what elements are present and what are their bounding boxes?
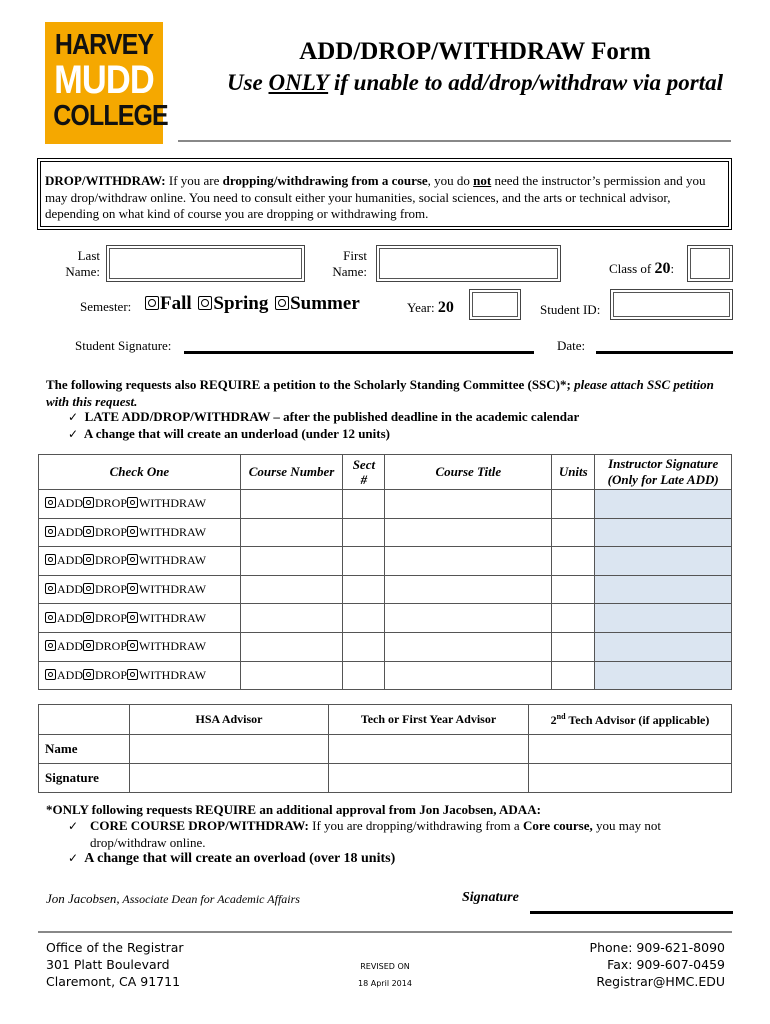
last-name-field[interactable] xyxy=(106,245,305,282)
units-cell[interactable] xyxy=(552,575,595,604)
hsa-advisor-name-cell[interactable] xyxy=(130,735,329,764)
drop-checkbox[interactable] xyxy=(83,554,94,565)
petition-item-late: ✓ LATE ADD/DROP/WITHDRAW – after the published deadline in the academic calendar xyxy=(68,409,580,424)
course-title-cell[interactable] xyxy=(385,661,552,690)
add-option-label: ADD xyxy=(57,639,83,654)
tech-advisor-header: Tech or First Year Advisor xyxy=(329,705,529,735)
first-name-field[interactable] xyxy=(376,245,561,282)
course-table-body xyxy=(39,490,732,690)
check-one-cell xyxy=(39,490,241,519)
withdraw-checkbox[interactable] xyxy=(127,526,138,537)
first-name-label: First Name: xyxy=(332,248,367,279)
add-option-label: ADD xyxy=(57,553,83,568)
student-id-label: Student ID: xyxy=(540,302,601,317)
withdraw-checkbox[interactable] xyxy=(127,554,138,565)
second-tech-advisor-header: 2nd Tech Advisor (if applicable) xyxy=(529,705,732,735)
second-tech-advisor-signature-cell[interactable] xyxy=(529,764,732,793)
add-option-label: ADD xyxy=(57,524,83,539)
sect-cell[interactable] xyxy=(343,604,385,633)
adaa-item-core: ✓ CORE COURSE DROP/WITHDRAW: If you are dropping/withdrawing from a Core course, you may not drop/withdraw online. xyxy=(68,818,661,850)
drop-option-label: DROP xyxy=(95,667,128,682)
course-row xyxy=(39,661,732,690)
course-table xyxy=(38,454,732,690)
advisor-table xyxy=(38,704,732,793)
logo-line-1: HARVEY xyxy=(54,29,154,61)
year-field[interactable] xyxy=(469,289,521,320)
col-check-one: Check One xyxy=(39,455,241,490)
add-checkbox[interactable] xyxy=(45,554,56,565)
semester-label: Semester: xyxy=(80,299,132,314)
withdraw-option-label: WITHDRAW xyxy=(139,553,207,568)
units-cell[interactable] xyxy=(552,604,595,633)
instructor-signature-cell[interactable] xyxy=(595,490,732,519)
add-option-label: ADD xyxy=(57,582,83,597)
registrar-contact: Phone: 909-621-8090 Fax: 909-607-0459 Registrar@HMC.EDU xyxy=(589,940,725,989)
drop-option-label: DROP xyxy=(95,582,128,597)
course-title-cell[interactable] xyxy=(385,604,552,633)
dean-signature-line[interactable] xyxy=(530,911,733,914)
instructor-signature-cell[interactable] xyxy=(595,604,732,633)
check-one-cell xyxy=(39,604,241,633)
year-label: Year: 20 xyxy=(407,299,454,316)
spring-checkbox[interactable] xyxy=(198,296,212,310)
col-course-title: Course Title xyxy=(385,455,552,490)
student-signature-label: Student Signature: xyxy=(75,338,172,353)
drop-option-label: DROP xyxy=(95,610,128,625)
units-cell[interactable] xyxy=(552,490,595,519)
sect-cell[interactable] xyxy=(343,575,385,604)
drop-option-label: DROP xyxy=(95,496,128,511)
add-checkbox[interactable] xyxy=(45,583,56,594)
student-signature-line[interactable] xyxy=(184,351,534,354)
drop-checkbox[interactable] xyxy=(83,669,94,680)
check-one-cell xyxy=(39,518,241,547)
drop-option-label: DROP xyxy=(95,524,128,539)
withdraw-checkbox[interactable] xyxy=(127,612,138,623)
course-number-cell[interactable] xyxy=(240,518,342,547)
course-row xyxy=(39,547,732,576)
check-one-cell xyxy=(39,632,241,661)
course-number-cell[interactable] xyxy=(240,490,342,519)
drop-checkbox[interactable] xyxy=(83,526,94,537)
course-title-cell[interactable] xyxy=(385,632,552,661)
units-cell[interactable] xyxy=(552,518,595,547)
withdraw-checkbox[interactable] xyxy=(127,497,138,508)
adaa-item-overload: ✓ A change that will create an overload (over 18 units) xyxy=(68,851,396,866)
fall-checkbox[interactable] xyxy=(145,296,159,310)
drop-withdraw-notice: DROP/WITHDRAW: If you are dropping/withdrawing from a course, you do not need the instructor’s permission and you may drop/withdraw online. You need to consult either your humanities, social sciences, and the arts or technical advisor, depending on what kind of course you are dropping or withdrawing from. xyxy=(37,158,732,230)
sect-cell[interactable] xyxy=(343,547,385,576)
course-number-cell[interactable] xyxy=(240,575,342,604)
withdraw-option-label: WITHDRAW xyxy=(139,639,207,654)
sect-cell[interactable] xyxy=(343,661,385,690)
course-title-cell[interactable] xyxy=(385,490,552,519)
course-row xyxy=(39,632,732,661)
sect-cell[interactable] xyxy=(343,490,385,519)
course-row xyxy=(39,518,732,547)
hsa-advisor-signature-cell[interactable] xyxy=(130,764,329,793)
check-mark-icon: ✓ xyxy=(68,819,79,833)
class-of-label: Class of 20: xyxy=(609,260,675,277)
units-cell[interactable] xyxy=(552,547,595,576)
footer-rule xyxy=(38,931,732,933)
withdraw-checkbox[interactable] xyxy=(127,640,138,651)
course-title-cell[interactable] xyxy=(385,575,552,604)
instructor-signature-cell[interactable] xyxy=(595,547,732,576)
course-title-cell[interactable] xyxy=(385,547,552,576)
dean-name: Jon Jacobsen, Associate Dean for Academic Affairs xyxy=(46,891,300,906)
col-units: Units xyxy=(552,455,595,490)
instructor-signature-cell[interactable] xyxy=(595,518,732,547)
last-name-label: Last Name: xyxy=(65,248,100,279)
check-mark-icon: ✓ xyxy=(68,410,79,424)
dean-signature-label: Signature xyxy=(462,890,519,905)
course-title-cell[interactable] xyxy=(385,518,552,547)
drop-checkbox[interactable] xyxy=(83,497,94,508)
course-row xyxy=(39,604,732,633)
course-row xyxy=(39,575,732,604)
header-rule xyxy=(178,140,731,142)
add-checkbox[interactable] xyxy=(45,612,56,623)
instructor-signature-cell[interactable] xyxy=(595,575,732,604)
drop-option-label: DROP xyxy=(95,639,128,654)
logo-line-3: COLLEGE xyxy=(53,100,168,132)
check-mark-icon: ✓ xyxy=(68,427,79,441)
col-instructor-signature: Instructor Signature (Only for Late ADD) xyxy=(595,455,732,490)
withdraw-option-label: WITHDRAW xyxy=(139,582,207,597)
course-number-cell[interactable] xyxy=(240,547,342,576)
tech-advisor-name-cell[interactable] xyxy=(329,735,529,764)
instructor-signature-cell[interactable] xyxy=(595,661,732,690)
drop-checkbox[interactable] xyxy=(83,612,94,623)
class-year-field[interactable] xyxy=(687,245,733,282)
drop-checkbox[interactable] xyxy=(83,583,94,594)
withdraw-checkbox[interactable] xyxy=(127,669,138,680)
semester-options: Fall Spring Summer xyxy=(145,293,360,315)
course-table-header xyxy=(39,455,732,490)
add-checkbox[interactable] xyxy=(45,526,56,537)
student-id-field[interactable] xyxy=(610,289,733,320)
sect-cell[interactable] xyxy=(343,518,385,547)
advisor-signature-row xyxy=(39,764,732,793)
add-option-label: ADD xyxy=(57,610,83,625)
course-number-cell[interactable] xyxy=(240,661,342,690)
col-sect: Sect # xyxy=(343,455,385,490)
advisor-header-row xyxy=(39,705,732,735)
second-tech-advisor-name-cell[interactable] xyxy=(529,735,732,764)
units-cell[interactable] xyxy=(552,632,595,661)
check-mark-icon: ✓ xyxy=(68,851,79,865)
signature-row-label: Signature xyxy=(39,764,130,793)
course-row xyxy=(39,490,732,519)
instructor-signature-cell[interactable] xyxy=(595,632,732,661)
petition-item-underload: ✓ A change that will create an underload (under 12 units) xyxy=(68,426,390,441)
drop-checkbox[interactable] xyxy=(83,640,94,651)
add-checkbox[interactable] xyxy=(45,669,56,680)
course-number-cell[interactable] xyxy=(240,604,342,633)
adaa-heading: *ONLY following requests REQUIRE an additional approval from Jon Jacobsen, ADAA: xyxy=(46,802,541,817)
check-one-cell xyxy=(39,575,241,604)
withdraw-option-label: WITHDRAW xyxy=(139,610,207,625)
name-row-label: Name xyxy=(39,735,130,764)
form-title: ADD/DROP/WITHDRAW Form xyxy=(299,38,651,65)
withdraw-option-label: WITHDRAW xyxy=(139,667,207,682)
check-one-cell xyxy=(39,547,241,576)
summer-checkbox[interactable] xyxy=(275,296,289,310)
revision-info: REVISED ON 18 April 2014 xyxy=(358,962,412,988)
add-checkbox[interactable] xyxy=(45,497,56,508)
drop-option-label: DROP xyxy=(95,553,128,568)
registrar-address: Office of the Registrar 301 Platt Boulevard Claremont, CA 91711 xyxy=(46,940,184,989)
sect-cell[interactable] xyxy=(343,632,385,661)
add-checkbox[interactable] xyxy=(45,640,56,651)
form-subtitle: Use ONLY if unable to add/drop/withdraw via portal xyxy=(226,70,724,95)
col-course-number: Course Number xyxy=(240,455,342,490)
units-cell[interactable] xyxy=(552,661,595,690)
petition-note: The following requests also REQUIRE a petition to the Scholarly Standing Committee (SSC)*; please attach SSC petition with this request. xyxy=(46,377,714,409)
date-line[interactable] xyxy=(596,351,733,354)
withdraw-option-label: WITHDRAW xyxy=(139,524,207,539)
withdraw-checkbox[interactable] xyxy=(127,583,138,594)
college-logo xyxy=(45,22,168,144)
date-label: Date: xyxy=(557,338,586,353)
tech-advisor-signature-cell[interactable] xyxy=(329,764,529,793)
hsa-advisor-header: HSA Advisor xyxy=(130,705,329,735)
add-option-label: ADD xyxy=(57,667,83,682)
check-one-cell xyxy=(39,661,241,690)
logo-line-2: MUDD xyxy=(54,58,154,102)
withdraw-option-label: WITHDRAW xyxy=(139,496,207,511)
advisor-name-row xyxy=(39,735,732,764)
add-option-label: ADD xyxy=(57,496,83,511)
course-number-cell[interactable] xyxy=(240,632,342,661)
